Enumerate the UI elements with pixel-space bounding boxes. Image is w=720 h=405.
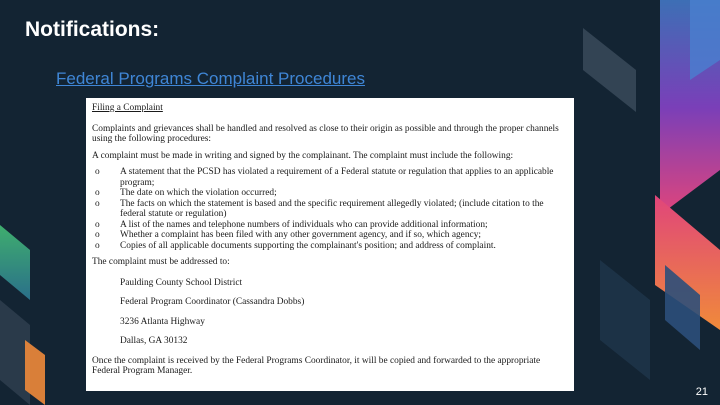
bullet: o [95,219,100,230]
document-heading: Filing a Complaint [92,103,163,113]
bullet: o [95,240,100,251]
requirement-list [92,167,566,251]
bullet: o [95,188,100,198]
address-line: 3236 Atlanta Highway [120,316,205,327]
list-item: o The date on which the violation occurred; [95,188,277,198]
slide-title: Notifications: [25,18,160,41]
deco-faint-shape [600,260,650,380]
list-item: o Copies of all applicable documents supporting the complainant's position; and address of complaint. [95,240,496,251]
deco-gray-chevron [583,28,636,112]
list-item: o A list of the names and telephone numbers of individuals who can provide additional information; [95,219,488,230]
list-item: o The facts on which the statement is based and the specific requirement allegedly violated; (include citation to the federal statute or regulation) [95,198,544,219]
page-number: 21 [695,386,708,398]
complaint-procedures-link[interactable]: Federal Programs Complaint Procedures [56,69,365,88]
bullet: o [95,167,100,177]
list-item: o Whether a complaint has been filed with any other government agency, and if so, which agency; [95,230,481,240]
document-intro: Complaints and grievances shall be handled and resolved as close to their origin as possible and through the proper channels using the following procedures: [92,123,559,144]
address-line: Dallas, GA 30132 [120,336,188,346]
document-requirement: A complaint must be made in writing and signed by the complainant. The complaint must include the following: [92,150,514,161]
address-line: Paulding County School District [120,277,243,288]
deco-left-green [0,225,30,300]
document-scan [86,98,574,391]
address-line: Federal Program Coordinator (Cassandra Dobbs) [120,297,305,307]
bullet: o [95,230,100,240]
list-item: o A statement that the PCSD has violated a requirement of a Federal statute or regulation that applies to an applicable program; [95,167,554,188]
document-closing: Once the complaint is received by the Federal Programs Coordinator, it will be copied and forwarded to the appropriate Federal Program Manager. [92,355,541,376]
address-intro: The complaint must be addressed to: [92,257,230,267]
bullet: o [95,198,100,209]
